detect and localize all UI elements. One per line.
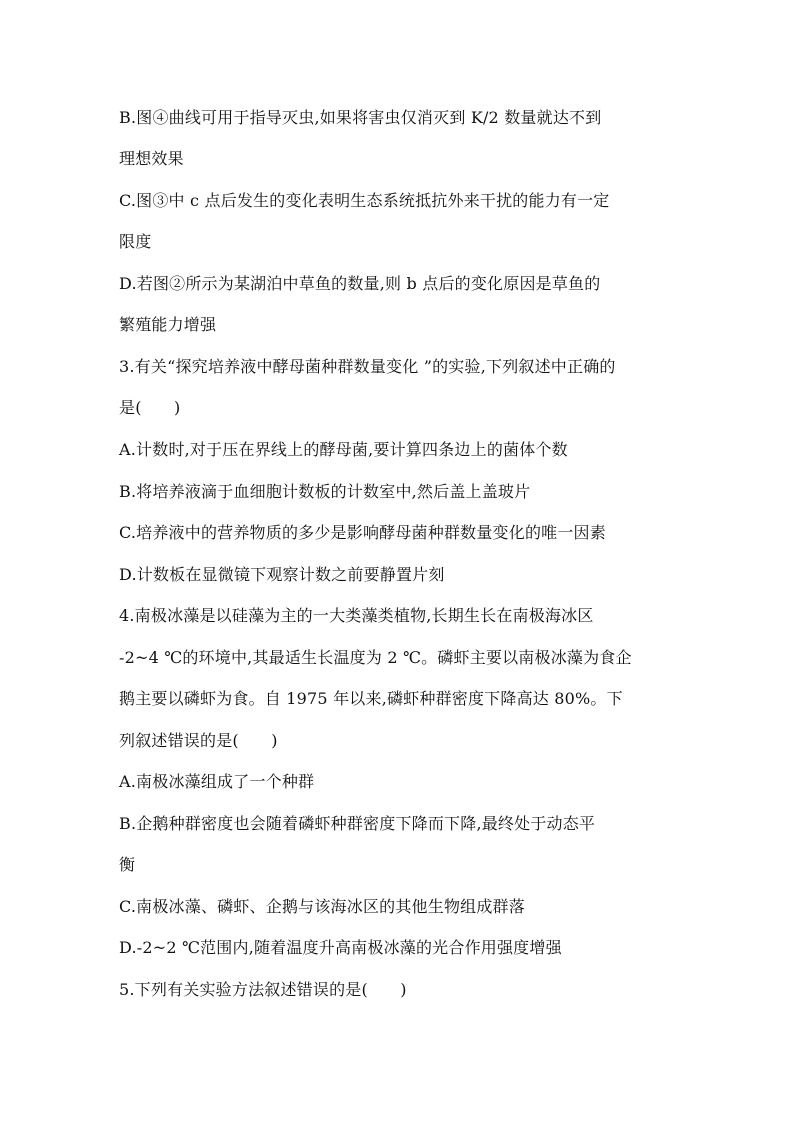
option-c-q4: C.南极冰藻、磷虾、企鹅与该海冰区的其他生物组成群落 [119,897,525,916]
option-a-q4: A.南极冰藻组成了一个种群 [119,772,315,791]
option-d-q4: D.-2~2 ℃范围内,随着温度升高南极冰藻的光合作用强度增强 [119,938,562,957]
option-b-q4-line1: B.企鹅种群密度也会随着磷虾种群密度下降而下降,最终处于动态平 [119,814,596,833]
option-a-q3: A.计数时,对于压在界线上的酵母菌,要计算四条边上的菌体个数 [119,440,568,459]
question-4-line3: 鹅主要以磷虾为食。自 1975 年以来,磷虾种群密度下降高达 80%。下 [119,689,623,708]
option-b-q4-line2: 衡 [119,855,136,874]
option-d-q3: D.计数板在显微镜下观察计数之前要静置片刻 [119,565,445,584]
question-5-line1: 5.下列有关实验方法叙述错误的是( ) [119,980,407,999]
option-d-q2-line1: D.若图②所示为某湖泊中草鱼的数量,则 b 点后的变化原因是草鱼的 [119,274,601,293]
question-3-line1: 3.有关“探究培养液中酵母菌种群数量变化 ”的实验,下列叙述中正确的 [119,357,616,376]
question-4-line2: -2~4 ℃的环境中,其最适生长温度为 2 ℃。磷虾主要以南极冰藻为食企 [119,648,632,667]
question-4-line1: 4.南极冰藻是以硅藻为主的一大类藻类植物,长期生长在南极海冰区 [119,606,594,625]
option-b-q2-line2: 理想效果 [119,149,184,168]
option-c-q2-line1: C.图③中 c 点后发生的变化表明生态系统抵抗外来干扰的能力有一定 [119,191,610,210]
option-c-q2-line2: 限度 [119,232,152,251]
question-3-line2: 是( ) [119,398,181,417]
option-d-q2-line2: 繁殖能力增强 [119,315,217,334]
option-b-q2-line1: B.图④曲线可用于指导灭虫,如果将害虫仅消灭到 K/2 数量就达不到 [119,108,602,127]
question-4-line4: 列叙述错误的是( ) [119,731,278,750]
option-b-q3: B.将培养液滴于血细胞计数板的计数室中,然后盖上盖玻片 [119,482,531,501]
option-c-q3: C.培养液中的营养物质的多少是影响酵母菌种群数量变化的唯一因素 [119,523,606,542]
